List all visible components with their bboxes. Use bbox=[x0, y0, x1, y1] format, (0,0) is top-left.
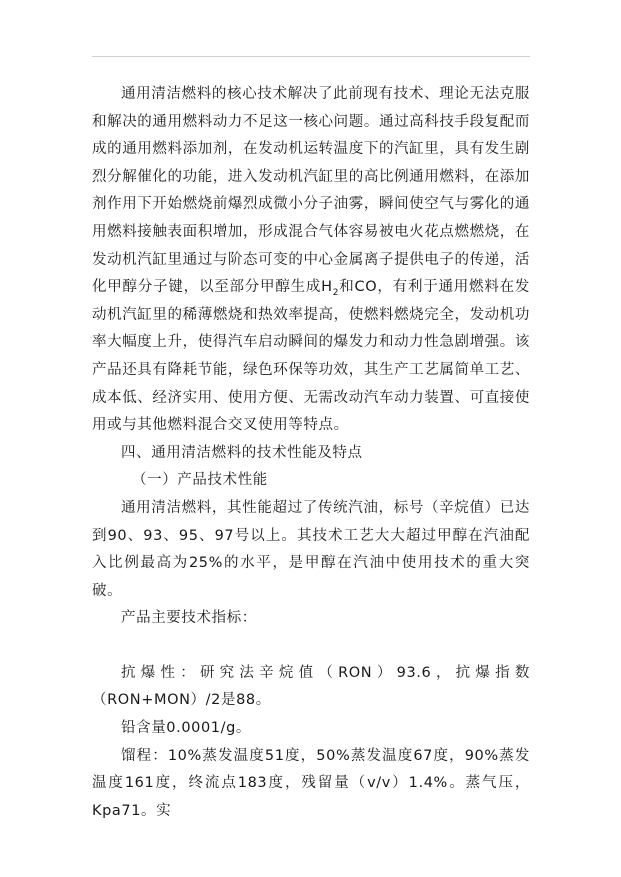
paragraph-core-technology: 通用清洁燃料的核心技术解决了此前现有技术、理论无法克服和解决的通用燃料动力不足这一核心问题。通过高科技手段复配而成的通用燃料添加剂，在发动机运转温度下的汽缸里，具有发生剧烈分解催化的功能，进入发动机汽缸里的高比例通用燃料，在添加剂作用下开始燃烧前爆烈成微小分子油雾，瞬间使空气与雾化的通用燃料接触表面积增加，形成混合气体容易被电火花点燃燃烧，在发动机汽缸里通过与阶态可变的中心金属离子提供电子的传递，活化甲醇分子键，以至部分甲醇生成$H_2$和CO，有利于通用燃料在发动机汽缸里的稀薄燃烧和热效率提高，使燃料燃烧完全，发动机功率大幅度上升，使得汽车启动瞬间的爆发力和动力性急剧增强。该产品还具有降耗节能，绿色环保等功效，其生产工艺属简单工艺、成本低、经济实用、使用方便、无需改动汽车动力装置、可直接使用或与其他燃料混合交叉使用等特点。 bbox=[92, 86, 530, 434]
subscript-2: 2 bbox=[332, 288, 340, 299]
header-rule bbox=[92, 56, 530, 57]
paragraph-distillation: 馏程：10%蒸发温度51度，50%蒸发温度67度，90%蒸发温度161度，终流点183度，残留量（v/v）1.4%。蒸气压，Kpa71。实 bbox=[92, 747, 530, 819]
paragraph-antiknock: 抗爆性：研究法辛烷值（RON）93.6，抗爆指数（RON+MON）/2是88。 bbox=[92, 664, 530, 709]
indicators-heading: 产品主要技术指标： bbox=[121, 610, 257, 627]
paragraph-lead-content: 铅含量0.0001/g。 bbox=[121, 720, 252, 737]
subsection-heading: （一）产品技术性能 bbox=[132, 472, 268, 489]
document-body bbox=[92, 81, 530, 825]
section-heading: 四、通用清洁燃料的技术性能及特点 bbox=[121, 444, 363, 461]
paragraph-performance: 通用清洁燃料，其性能超过了传统汽油，标号（辛烷值）已达到90、93、95、97号以上。其技术工艺大大超过甲醇在汽油配入比例最高为25%的水平，是甲醇在汽油中使用技术的重大突破。 bbox=[92, 499, 530, 599]
blank-line bbox=[92, 633, 530, 660]
